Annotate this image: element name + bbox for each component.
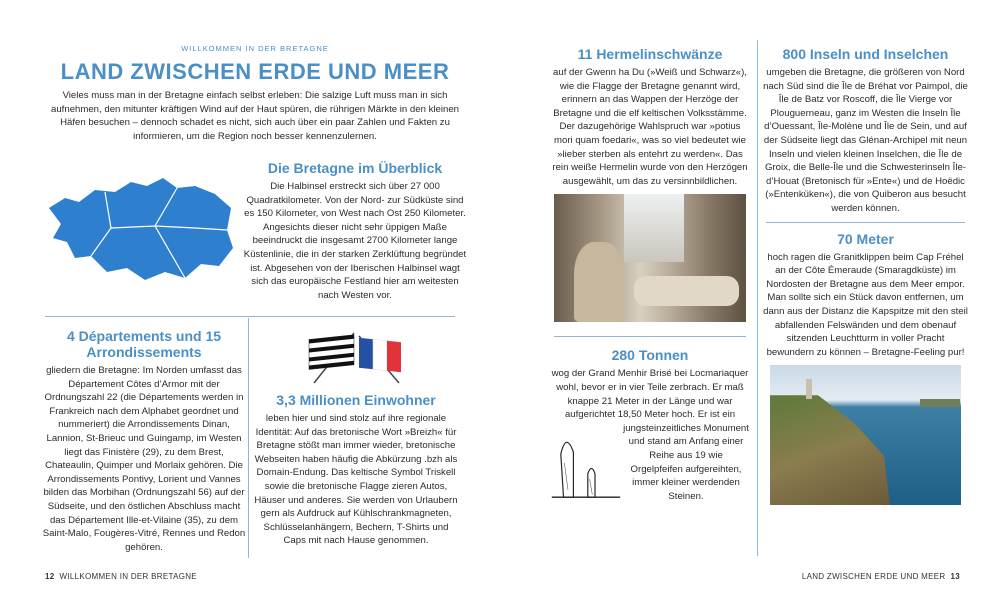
flags-illustration (304, 328, 409, 386)
divider (757, 40, 758, 556)
bretagne-map (45, 168, 237, 286)
einwohner-section (252, 328, 460, 548)
right-column-2 (762, 46, 969, 505)
intro-section (45, 44, 465, 143)
page-number: 12 (45, 572, 55, 581)
departements-section (42, 328, 246, 554)
tonnen-heading: 280 Tonnen (611, 347, 689, 364)
inseln-heading: 800 Inseln und Inselchen (782, 46, 949, 62)
tonnen-continued-row (550, 422, 750, 504)
cathedral-photo (554, 194, 746, 322)
divider (554, 336, 746, 337)
kicker: WILLKOMMEN IN DER BRETAGNE (181, 44, 329, 53)
meter-text: hoch ragen die Granitklippen beim Cap Fréhel an der Côte Émeraude (Smaragdküste) im Nordosten der Bretagne aus dem Meer empor. Man sollte sich ein Stück davon entfernen, um dann aus der Distanz die Kapspitze mit den steil abfallenden Felswänden und dem obenauf sitzenden Leuchtturm in voller Pracht bewundern zu können – Bretagne-Feeling pur! (763, 251, 968, 358)
cap-frehel-photo (770, 365, 961, 505)
hermelin-heading: 11 Hermelinschwänze (577, 46, 723, 62)
inseln-text: umgeben die Bretagne, die größeren von Nord nach Süd sind die Île de Bréhat vor Paimpol, die Île de Batz vor Roscoff, die Île Vierge vor Plouguerneau, ganz im Westen die Inseln Île d’Ouessant, Île-Molène und Île de Sein, und auf der Südseite liegt das Glénan-Archipel mit neun Inseln und vielen kleinen Inselchen, die Île de Groix, die Belle-Île und die Schwesterinseln Île-d’Houat (Bretonisch für »Ente«) und de Hoëdic (»Entenküken«), die von Quiberon aus besucht werden können. (763, 67, 968, 214)
divider (766, 222, 965, 223)
intro-text: Vieles muss man in der Bretagne einfach selbst erleben: Die salzige Luft muss man in sich aufnehmen, den mitunter kräftigen Wind auf der Haut spüren, die rührigen Märkte in den kleinen Häfen besuchen – dennoch schadet es nicht, sich auch über ein paar Zahlen und Fakten zu informieren, um die Region noch besser kennenzulernen. (51, 90, 459, 142)
divider (248, 318, 249, 558)
page-title: LAND ZWISCHEN ERDE UND MEER (60, 59, 450, 84)
footer-label: WILLKOMMEN IN DER BRETAGNE (59, 572, 197, 581)
overview-heading: Die Bretagne im Überblick (267, 160, 443, 176)
page-number: 13 (950, 572, 960, 581)
tonnen-text: wog der Grand Menhir Brisé bei Locmariaquer wohl, bevor er in vier Teile zerbrach. Er maß knappe 21 Meter in der Länge und war aufgerichtet 18,50 Meter hoch. Er ist ein (551, 368, 749, 421)
menhir-illustration (550, 423, 622, 503)
tonnen-text-continued: jungsteinzeitliches Monument und stand am Anfang einer Reihe aus 19 wie Orgelpfeifen aufgereihten, immer kleiner werdenden Steinen. (623, 422, 749, 502)
right-column-1 (550, 46, 750, 503)
departements-text: gliedern die Bretagne: Im Norden umfasst das Département Côtes d’Armor mit der Ordnungszahl 22 (die Départements werden in Frankreich nach dem Alphabet geordnet und nummeriert) die Arrondissements Dinan, Lannion, St-Brieuc und Guingamp, im Westen liegt das Finistère (29), zu dem Brest, Chateaulin, Quimper und Morlaix gehören. Die Arrondissements Pontivy, Lorient und Vannes bilden das Morbihan (Ordnungszahl 56) auf der Südseite, und den östlichen Abschluss macht das Département Ille-et-Vilaine (35), zu dem Saint-Malo, Fougères-Vitré, Rennes und Redon gehören. (42, 365, 246, 553)
overview-section (243, 160, 467, 302)
meter-heading: 70 Meter (837, 230, 894, 247)
footer-right (802, 572, 960, 582)
divider (45, 316, 455, 317)
departements-heading: 4 Départements und 15 Arrondissements (66, 328, 222, 360)
footer-left (45, 572, 197, 582)
einwohner-text: leben hier und sind stolz auf ihre regionale Identität: Auf das bretonische Wort »Breizh« für Bretagne stößt man immer wieder, bretonische Webseiten haben häufig die Abkürzung .bzh als Domain-Endung. Das keltische Symbol Triskell sowie die bretonische Flagge zieren Autos, Häuser und anderes. Sie werden von Urlaubern gern als Aufdruck auf Kühlschrankmagneten, Schlüsselanhängern, Bechern, T-Shirts und Caps mit nach Hause genommen. (254, 413, 458, 547)
hermelin-text: auf der Gwenn ha Du (»Weiß und Schwarz«), wie die Flagge der Bretagne genannt wird, erinnern an das Wappen der Herzöge der Bretagne und die elf keltischen Volksstämme. Der dazugehörige Wahlspruch war »potius mori quam foedari«, was so viel bedeutet wie »lieber sterben als entehrt zu werden«. Das rein weiße Hermelin wurde von den Herzögen ausgewählt, um das zu versinnbildlichen. (552, 67, 748, 187)
einwohner-heading: 3,3 Millionen Einwohner (276, 392, 436, 408)
footer-label: LAND ZWISCHEN ERDE UND MEER (801, 572, 946, 581)
overview-text: Die Halbinsel erstreckt sich über 27 000 Quadratkilometer. Von der Nord- zur Südküste sind es 150 Kilometer, von West nach Ost 250 Kilometer. Angesichts dieser nicht sehr üppigen Maße beeindruckt die insgesamt 2700 Kilometer lange Küstenlinie, die in der starken Zerklüftung begründet ist. Abgesehen von der Iberischen Halbinsel wagt sich das europäische Festland hier am weitesten nach Westen vor. (243, 181, 467, 301)
